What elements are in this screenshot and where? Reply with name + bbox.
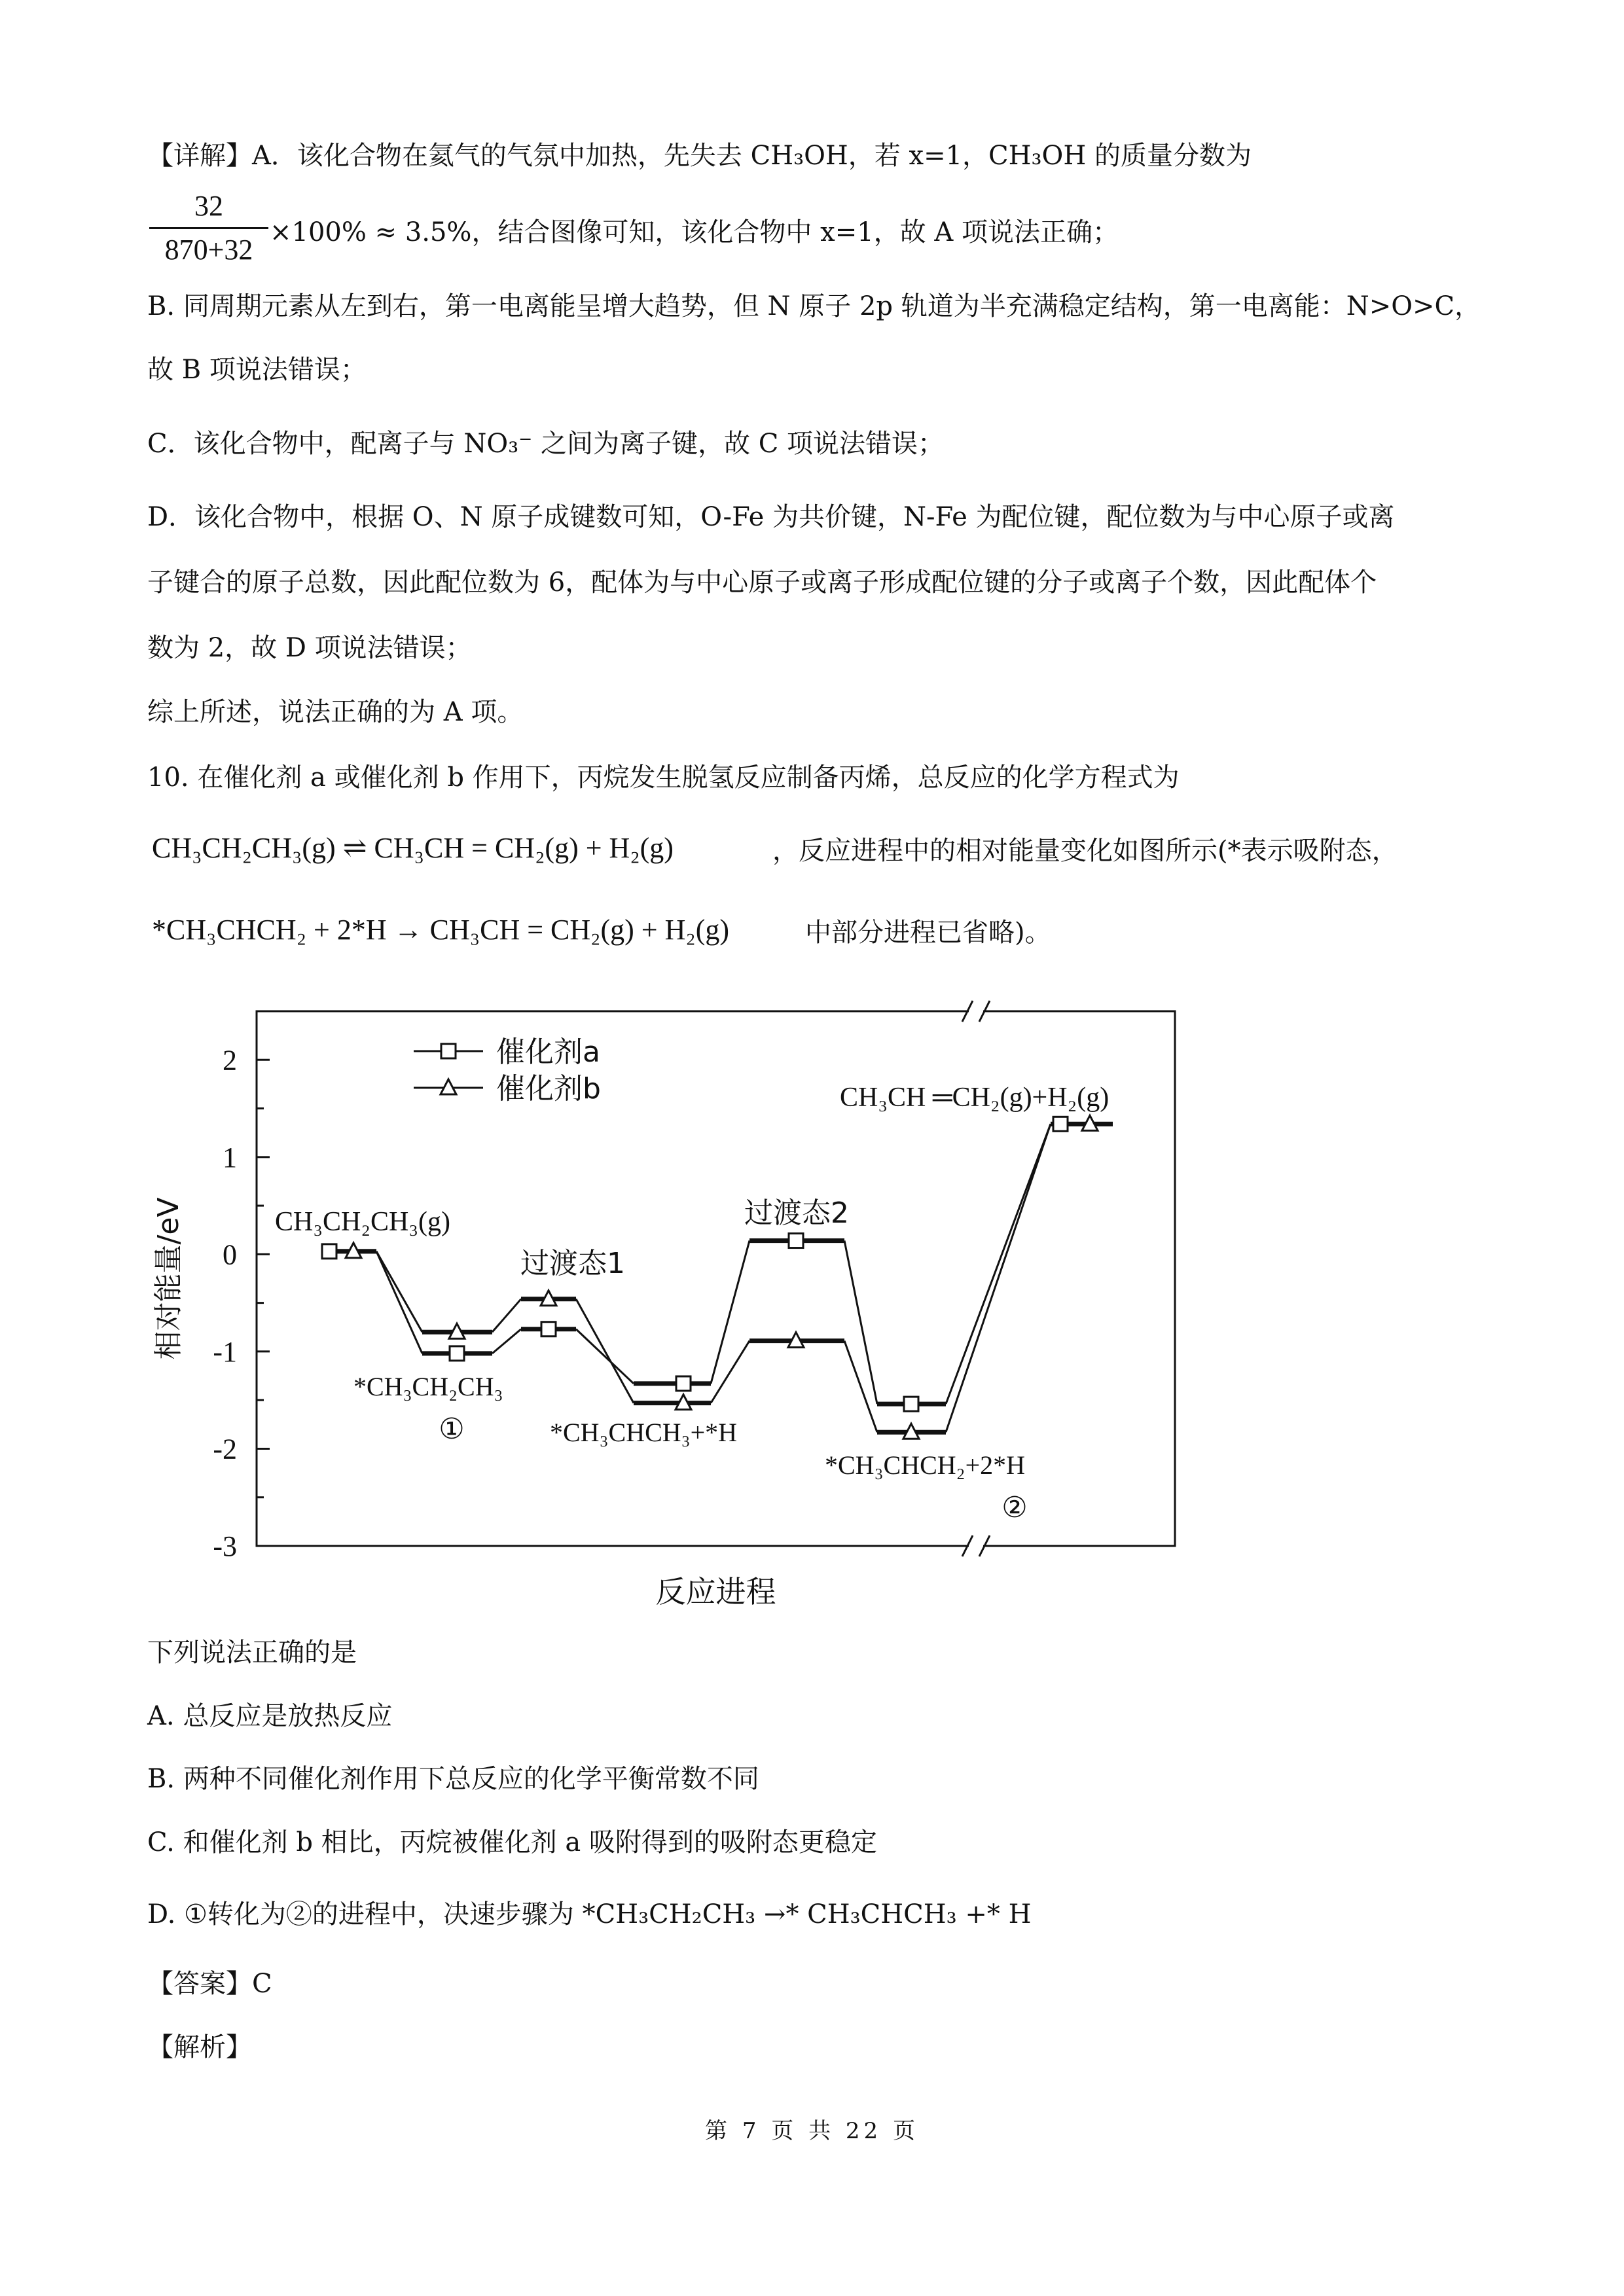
option-b: B. 两种不同催化剂作用下总反应的化学平衡常数不同 — [147, 1764, 759, 1794]
energy-connector — [376, 1251, 422, 1332]
question-stem-3: 中部分进程已省略)。 — [805, 918, 1051, 948]
legend-square-marker — [441, 1044, 456, 1058]
chart-annotation: 过渡态1 — [520, 1247, 625, 1280]
energy-connector — [844, 1341, 877, 1433]
axis-break-gap — [969, 1005, 983, 1018]
detail-line-c: C．该化合物中，配离子与 NO₃⁻ 之间为离子键，故 C 项说法错误； — [147, 429, 945, 459]
analysis-heading: 【解析】 — [147, 2032, 252, 2062]
fraction-denominator: 870+32 — [164, 234, 253, 266]
question-stem-1: 10. 在催化剂 a 或催化剂 b 作用下，丙烷发生脱氢反应制备丙烯，总反应的化学方程式为 — [147, 762, 1180, 793]
data-point-square — [322, 1244, 336, 1259]
question-stem-2: ，反应进程中的相对能量变化如图所示(*表示吸附态， — [772, 836, 1398, 866]
energy-connector — [711, 1241, 749, 1384]
y-tick-label: -3 — [213, 1530, 237, 1562]
chart-annotation: ① — [439, 1413, 465, 1445]
data-point-square — [1053, 1117, 1068, 1131]
energy-connector — [711, 1341, 749, 1403]
energy-connector — [844, 1241, 877, 1405]
detail-line-d1: D．该化合物中，根据 O、N 原子成键数可知，O-Fe 为共价键，N-Fe 为配位键，配位数为与中心原子或离 — [147, 502, 1395, 532]
energy-connector — [492, 1329, 521, 1354]
chart-annotation: *CH₃CH₂CH₃ — [353, 1372, 503, 1401]
energy-connector — [492, 1299, 521, 1333]
detail-line-b1: B. 同周期元素从左到右，第一电离能呈增大趋势，但 N 原子 2p 轨道为半充满稳定结构，第一电离能：N>O>C， — [147, 291, 1481, 321]
detail-line-1: 【详解】A．该化合物在氦气的气氛中加热，先失去 CH₃OH，若 x=1，CH₃OH 的质量分数为 — [147, 141, 1252, 171]
question-prompt: 下列说法正确的是 — [147, 1638, 357, 1668]
data-point-square — [789, 1234, 803, 1248]
data-point-square — [904, 1397, 918, 1411]
detail-line-d3: 数为 2，故 D 项说法错误； — [147, 633, 472, 663]
chart-annotation: ② — [1001, 1492, 1028, 1524]
energy-connector — [376, 1251, 422, 1354]
chart-annotation: 过渡态2 — [744, 1196, 849, 1230]
y-axis-label: 相对能量/eV — [152, 1197, 185, 1360]
x-axis-label: 反应进程 — [655, 1574, 776, 1609]
energy-connector — [946, 1124, 1051, 1404]
question-equation: CH₃CH₂CH₃(g) ⇌ CH₃CH = CH₂(g) + H₂(g) — [152, 832, 674, 864]
chart-annotation: CH₃CH ═CH₂(g)+H₂(g) — [840, 1083, 1110, 1113]
data-point-square — [676, 1376, 691, 1391]
chart-annotation: CH₃CH₂CH₃(g) — [275, 1207, 450, 1237]
detail-line-d2: 子键合的原子总数，因此配位数为 6，配体为与中心原子或离子形成配位键的分子或离子个数，因此配体个 — [147, 567, 1377, 598]
detail-summary: 综上所述，说法正确的为 A 项。 — [147, 697, 524, 727]
chart-annotation: *CH₃CHCH₂+2*H — [825, 1450, 1026, 1480]
answer: 【答案】C — [147, 1969, 272, 1999]
option-a: A. 总反应是放热反应 — [147, 1701, 393, 1731]
legend-label: 催化剂b — [496, 1072, 601, 1105]
y-tick-label: 2 — [223, 1044, 237, 1077]
y-tick-label: 0 — [223, 1238, 237, 1271]
fraction-numerator: 32 — [149, 187, 268, 229]
question-equation-2: *CH₃CHCH₂ + 2*H → CH₃CH = CH₂(g) + H₂(g) — [152, 914, 730, 946]
option-d: D. ①转化为②的进程中，决速步骤为 *CH₃CH₂CH₃ →* CH₃CHCH₃ +* H — [147, 1899, 1032, 1929]
y-tick-label: -2 — [213, 1433, 237, 1465]
y-tick-label: 1 — [223, 1141, 237, 1174]
chart-annotation: *CH₃CHCH₃+*H — [550, 1418, 738, 1447]
data-point-square — [450, 1346, 464, 1361]
axis-break-gap — [969, 1539, 983, 1552]
y-tick-label: -1 — [213, 1335, 237, 1368]
energy-connector — [576, 1299, 634, 1403]
energy-connector — [946, 1124, 1051, 1432]
option-c: C. 和催化剂 b 相比，丙烷被催化剂 a 吸附得到的吸附态更稳定 — [147, 1827, 877, 1857]
data-point-square — [541, 1322, 556, 1336]
detail-line-b2: 故 B 项说法错误； — [147, 355, 367, 385]
page-footer: 第 7 页 共 22 页 — [705, 2118, 919, 2144]
legend-label: 催化剂a — [496, 1035, 600, 1069]
detail-line-2: ×100% ≈ 3.5%，结合图像可知，该化合物中 x=1，故 A 项说法正确； — [270, 217, 1119, 247]
energy-connector — [576, 1329, 634, 1384]
